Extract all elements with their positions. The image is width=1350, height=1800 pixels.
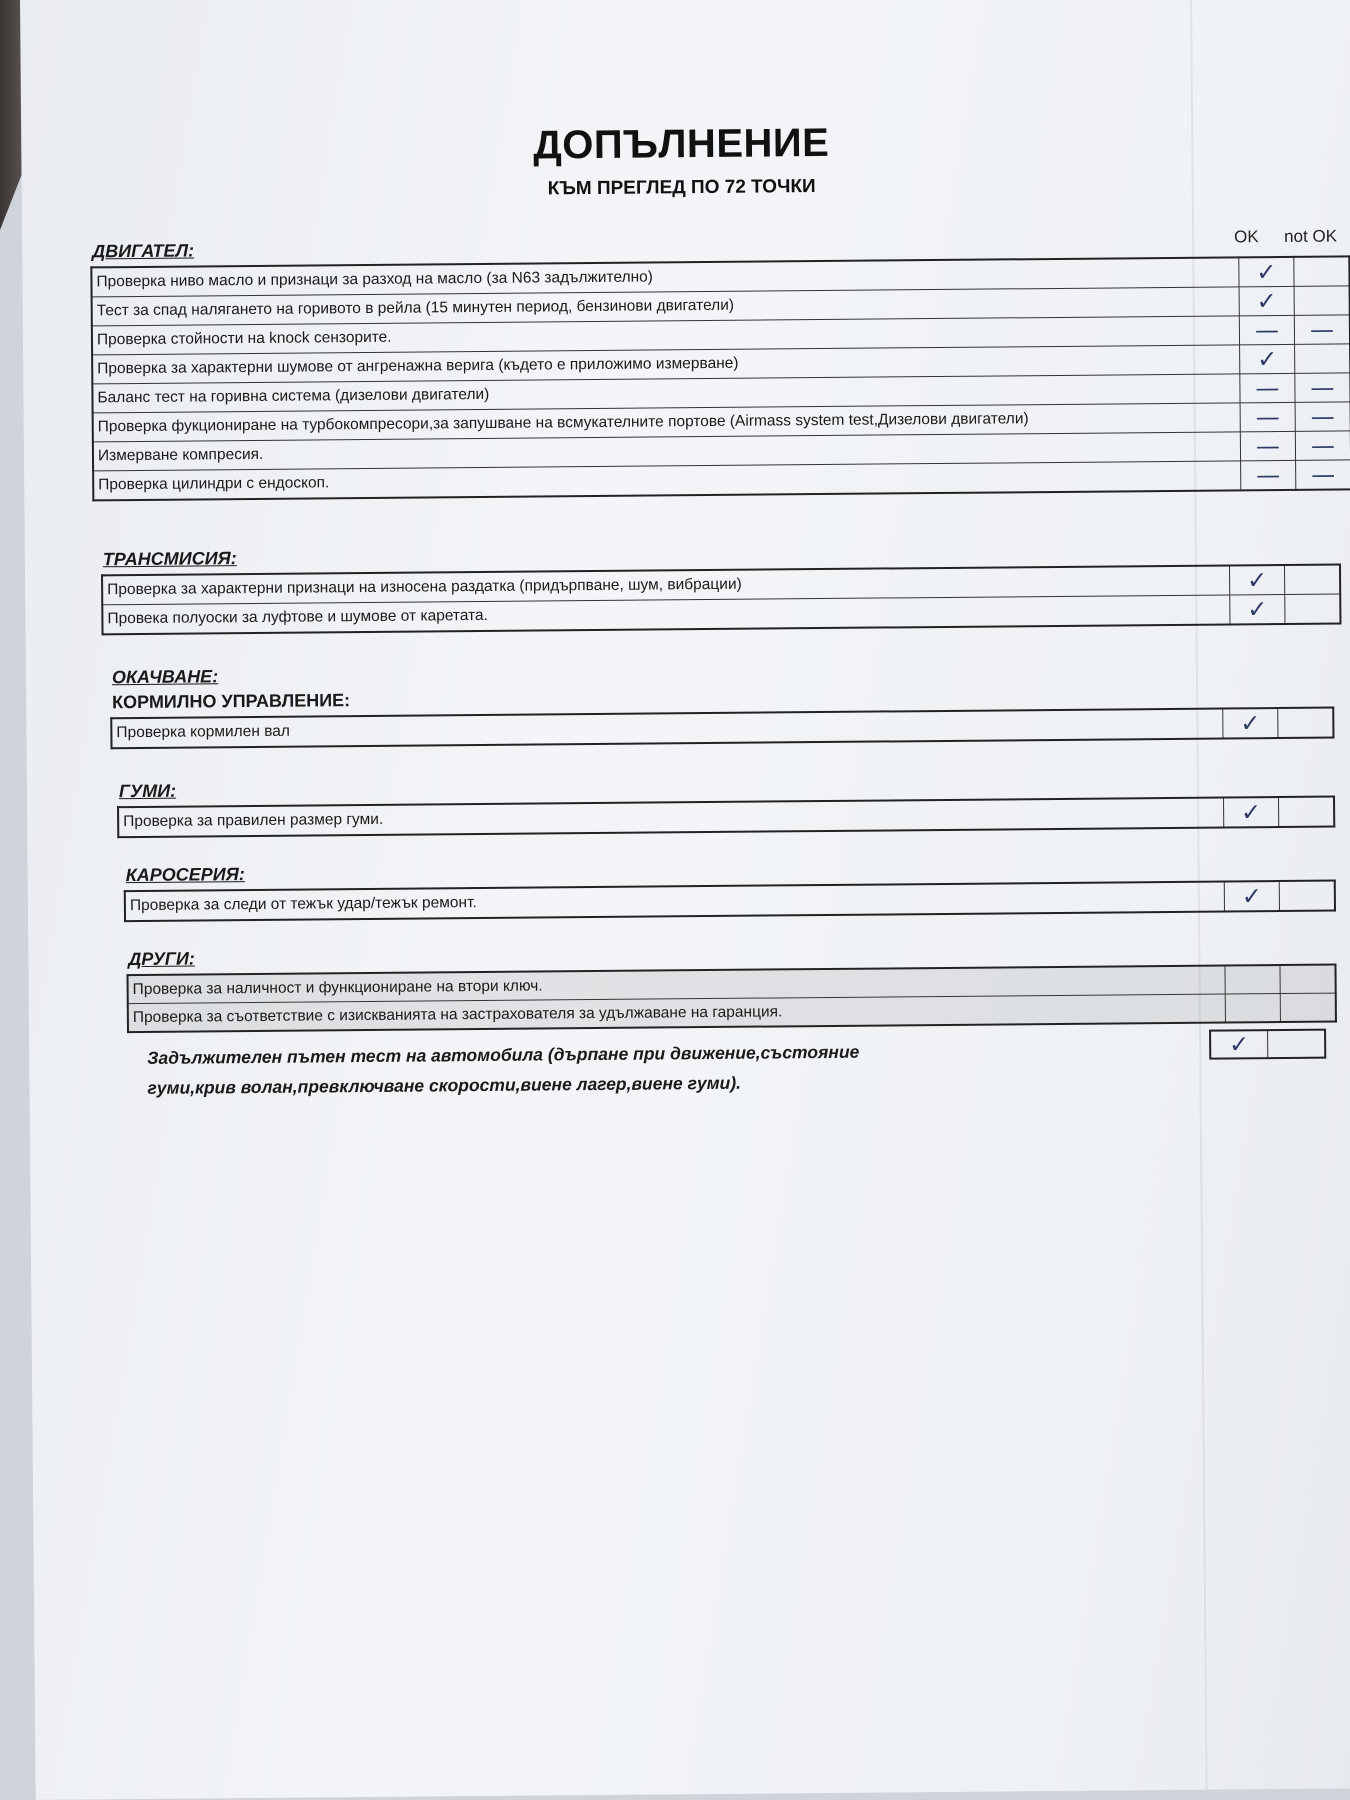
ok-checkbox[interactable]: ✓ xyxy=(1229,565,1284,595)
road-test-note xyxy=(147,1036,967,1103)
checklist-item-label: Измерване компресия. xyxy=(93,432,1241,471)
not-ok-checkbox[interactable]: — xyxy=(1295,402,1350,431)
checklist-item-label: Баланс тест на горивна система (дизелови двигатели) xyxy=(92,374,1240,413)
ok-checkbox[interactable]: — xyxy=(1240,402,1295,431)
not-ok-checkbox[interactable] xyxy=(1294,256,1350,286)
section-other xyxy=(126,939,1337,1034)
title-block xyxy=(421,120,942,202)
not-ok-checkbox[interactable]: — xyxy=(1295,431,1350,460)
not-ok-checkbox[interactable] xyxy=(1278,708,1334,738)
checklist-item-label: Проверка стойности на knock сензорите. xyxy=(92,316,1240,355)
ok-checkbox[interactable]: ✓ xyxy=(1230,594,1285,624)
section-body xyxy=(124,855,1336,923)
column-ok-header: OK xyxy=(1234,227,1259,247)
not-ok-checkbox[interactable] xyxy=(1295,344,1350,373)
section-title: КАРОСЕРИЯ: xyxy=(125,864,245,886)
section-title: ОКАЧВАНЕ: xyxy=(111,666,219,688)
tires-checklist xyxy=(117,796,1335,839)
section-title: ДРУГИ: xyxy=(128,948,195,970)
road-test-boxes xyxy=(1209,1029,1326,1060)
not-ok-checkbox[interactable] xyxy=(1284,565,1340,595)
section-engine xyxy=(90,230,1350,501)
not-ok-checkbox[interactable] xyxy=(1280,965,1336,994)
road-test-not-ok-box[interactable] xyxy=(1267,1031,1324,1057)
checklist-item-label: Проверка ниво масло и признаци за разход на масло (за N63 задължително) xyxy=(91,257,1239,297)
ok-checkbox[interactable] xyxy=(1225,994,1280,1023)
section-subtitle: КОРМИЛНО УПРАВЛЕНИЕ: xyxy=(112,690,351,713)
checklist-item-label: Тест за спад налягането на горивото в рейла (15 минутен период, бензинови двигатели) xyxy=(92,287,1240,326)
ok-checkbox[interactable]: ✓ xyxy=(1223,708,1278,738)
checklist-item-label: Проверка за следи от тежък удар/тежък ремонт. xyxy=(125,882,1225,922)
ok-checkbox[interactable]: ✓ xyxy=(1224,881,1279,911)
road-test-line-2: гуми,крив волан,превключване скорости,виене лагер,виене гуми). xyxy=(147,1072,742,1098)
not-ok-checkbox[interactable] xyxy=(1279,881,1335,911)
section-title: ГУМИ: xyxy=(118,780,177,802)
checklist-item-label: Проверка кормилен вал xyxy=(111,709,1223,749)
not-ok-checkbox[interactable]: — xyxy=(1295,373,1350,402)
ok-checkbox[interactable]: ✓ xyxy=(1239,257,1294,287)
checklist-item-label: Проверка за правилен размер гуми. xyxy=(118,798,1224,838)
document-title: ДОПЪЛНЕНИЕ xyxy=(533,120,830,168)
other-checklist xyxy=(127,964,1337,1034)
engine-checklist xyxy=(90,255,1350,501)
checklist-row xyxy=(111,708,1333,749)
ok-checkbox[interactable]: — xyxy=(1239,315,1294,344)
checklist-item-label: Проверка за характерни признаци на износена раздатка (придърпване, шум, вибрации) xyxy=(102,565,1230,604)
not-ok-checkbox[interactable]: — xyxy=(1294,315,1350,344)
ok-checkbox[interactable]: ✓ xyxy=(1240,344,1295,373)
not-ok-checkbox[interactable] xyxy=(1285,594,1341,624)
column-not-ok-header: not OK xyxy=(1284,226,1338,246)
checklist-item-label: Провека полуоски за луфтове и шумове от каретата. xyxy=(102,595,1230,634)
checklist-item-label: Проверка за наличност и функциониране на втори ключ. xyxy=(128,966,1226,1004)
not-ok-checkbox[interactable]: — xyxy=(1296,460,1350,490)
section-title: ДВИГАТЕЛ: xyxy=(92,240,195,262)
road-test-line-1: Задължителен пътен тест на автомобила (дърпане при движение,състояние xyxy=(147,1041,860,1068)
checklist-item-label: Проверка фукциониране на турбокомпресори,за запушване на всмукателните портове (Airmass system test,Дизелови двигатели) xyxy=(93,403,1241,442)
ok-checkbox[interactable]: — xyxy=(1240,373,1295,402)
section-suspension xyxy=(110,657,1335,750)
transmission-checklist xyxy=(101,563,1341,635)
not-ok-checkbox[interactable] xyxy=(1294,286,1350,315)
checklist-row xyxy=(125,881,1335,922)
section-tires xyxy=(117,771,1335,839)
ok-checkbox[interactable]: ✓ xyxy=(1224,797,1279,827)
checklist-item-label: Проверка цилиндри с ендоскоп. xyxy=(93,461,1241,501)
not-ok-checkbox[interactable] xyxy=(1280,993,1336,1022)
ok-checkbox[interactable]: ✓ xyxy=(1239,286,1294,315)
document-subtitle: КЪМ ПРЕГЛЕД ПО 72 ТОЧКИ xyxy=(547,176,816,200)
body-checklist xyxy=(124,880,1336,923)
checklist-item-label: Проверка за съответствие с изискванията на застрахователя за удължаване на гаранция. xyxy=(128,994,1226,1032)
ok-checkbox[interactable]: — xyxy=(1241,460,1296,490)
section-transmission xyxy=(101,538,1342,635)
section-title: ТРАНСМИСИЯ: xyxy=(102,548,237,570)
checklist-row xyxy=(118,797,1334,838)
ok-checkbox[interactable]: — xyxy=(1240,431,1295,460)
document-page xyxy=(20,0,1350,1800)
not-ok-checkbox[interactable] xyxy=(1279,797,1335,827)
checklist-item-label: Проверка за характерни шумове от ангренажна верига (където е приложимо измерване) xyxy=(92,345,1240,384)
ok-checkbox[interactable] xyxy=(1225,965,1280,994)
suspension-checklist xyxy=(110,707,1334,750)
road-test-ok-box[interactable]: ✓ xyxy=(1228,1030,1250,1059)
